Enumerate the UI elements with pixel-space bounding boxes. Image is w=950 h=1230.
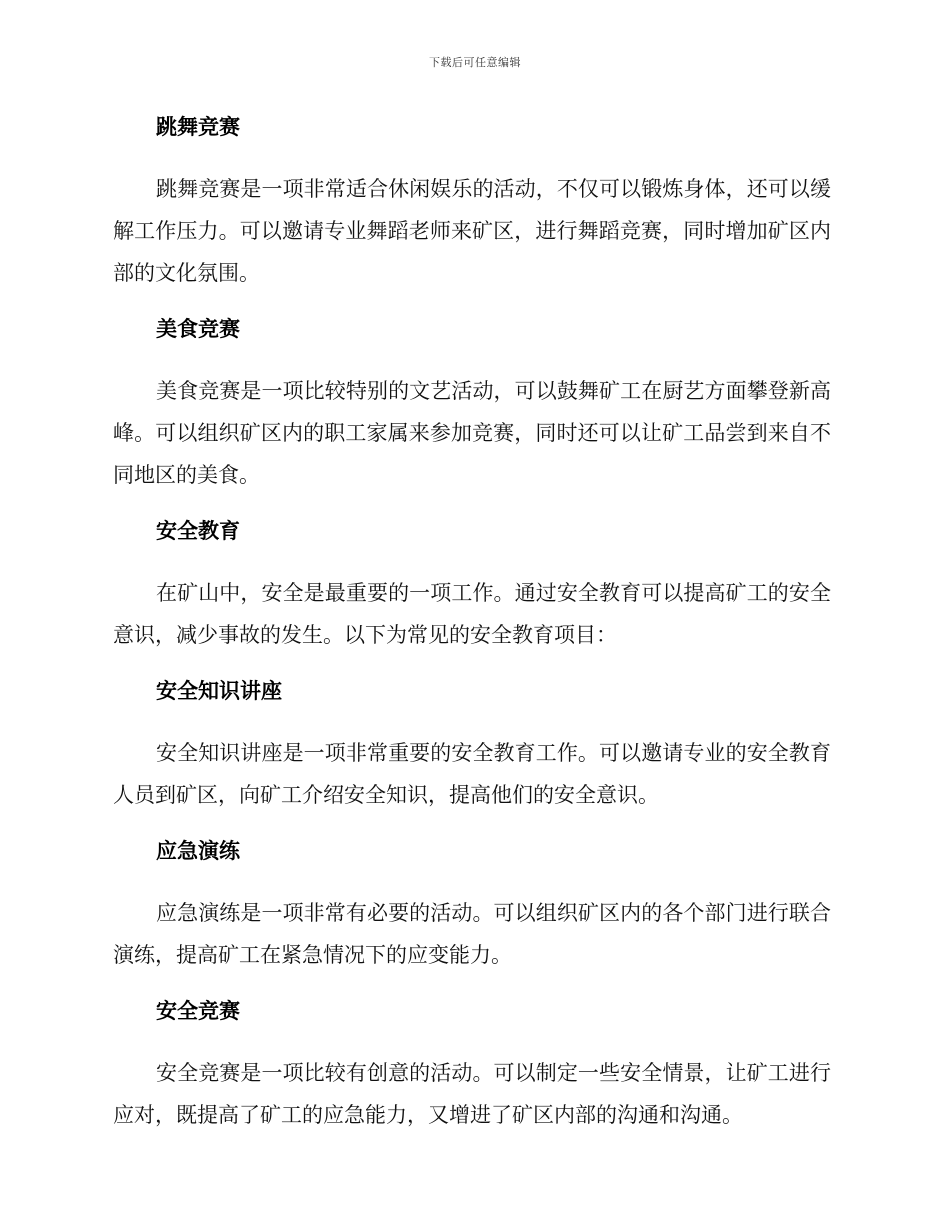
section-heading-safety-lecture: 安全知识讲座	[156, 679, 282, 703]
section-paragraph-safety-lecture: 安全知识讲座是一项非常重要的安全教育工作。可以邀请专业的安全教育人员到矿区，向矿工介绍安全知识，提高他们的安全意识。	[113, 741, 831, 807]
section-paragraph-emergency-drill: 应急演练是一项非常有必要的活动。可以组织矿区内的各个部门进行联合演练，提高矿工在紧急情况下的应变能力。	[113, 901, 831, 967]
section-paragraph-food-contest: 美食竞赛是一项比较特别的文艺活动，可以鼓舞矿工在厨艺方面攀登新高峰。可以组织矿区内的职工家属来参加竞赛，同时还可以让矿工品尝到来自不同地区的美食。	[113, 379, 831, 487]
section-heading-safety-contest: 安全竞赛	[156, 999, 240, 1023]
section-paragraph-safety-education: 在矿山中，安全是最重要的一项工作。通过安全教育可以提高矿工的安全意识，减少事故的发生。以下为常见的安全教育项目：	[113, 581, 831, 647]
section-paragraph-dance-contest: 跳舞竞赛是一项非常适合休闲娱乐的活动，不仅可以锻炼身体，还可以缓解工作压力。可以邀请专业舞蹈老师来矿区，进行舞蹈竞赛，同时增加矿区内部的文化氛围。	[113, 177, 831, 285]
section-heading-dance-contest: 跳舞竞赛	[156, 115, 240, 139]
section-paragraph-safety-contest: 安全竞赛是一项比较有创意的活动。可以制定一些安全情景，让矿工进行应对，既提高了矿工的应急能力，又增进了矿区内部的沟通和沟通。	[113, 1061, 831, 1127]
section-heading-emergency-drill: 应急演练	[156, 839, 240, 863]
section-heading-food-contest: 美食竞赛	[156, 317, 240, 341]
page-header-note: 下载后可任意编辑	[429, 56, 521, 69]
document-body	[113, 112, 831, 1156]
section-heading-safety-education: 安全教育	[156, 519, 240, 543]
